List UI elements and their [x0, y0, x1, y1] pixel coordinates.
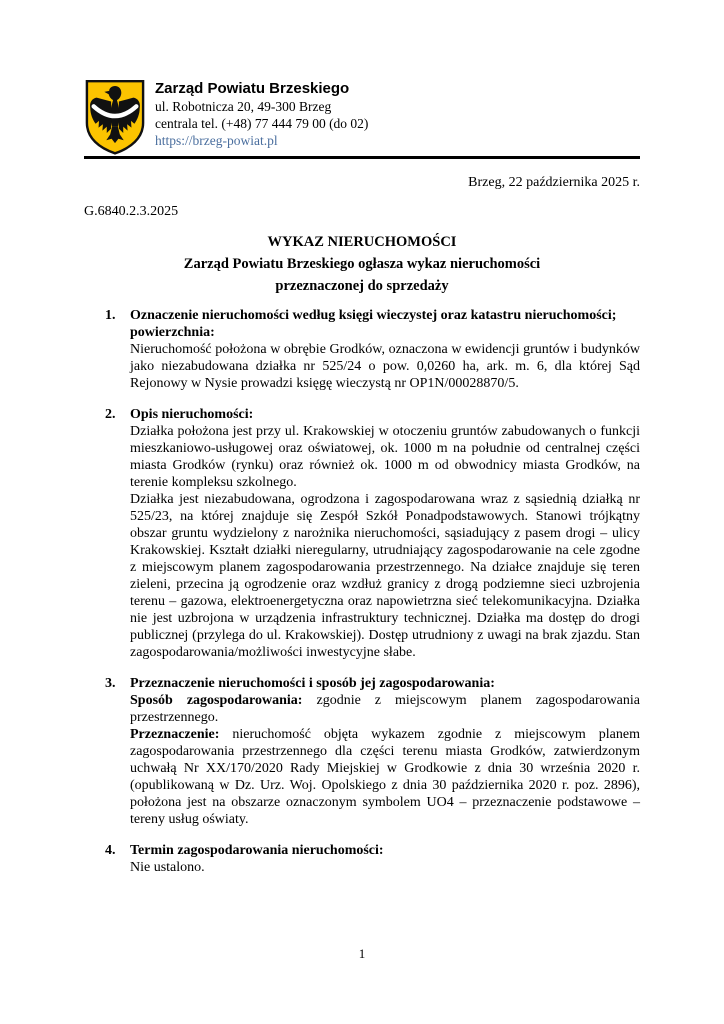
- item-number: 4.: [105, 843, 116, 858]
- property-list: [84, 307, 640, 876]
- item-number: 3.: [105, 676, 116, 691]
- org-phone: centrala tel. (+48) 77 444 79 00 (do 02): [155, 116, 369, 131]
- page-number: 1: [358, 946, 366, 961]
- list-item-1: [84, 307, 640, 392]
- reference-number: G.6840.2.3.2025: [84, 204, 179, 219]
- title-line-3: przeznaczonej do sprzedaży: [275, 278, 449, 294]
- item-number: 1.: [105, 308, 116, 323]
- paragraph-text: nieruchomość objęta wykazem zgodnie z miejscowym planem zagospodarowania przestrzennego dla części terenu miasta Grodków, zatwierdzonym uchwałą Nr XX/170/2020 Rady Miejskiej w Grodkowie z dnia 30 września 2020 r. (opublikowaną w Dz. Urz. Woj. Opolskiego z dnia 30 października 2020 r. poz. 2896), położona jest na obszarze oznaczonym symbolem UO4 – przeznaczenie podstawowe – tereny usług oświaty.: [130, 727, 640, 827]
- item-content: [130, 406, 640, 661]
- paragraph-text: Nieruchomość położona w obrębie Grodków, oznaczona w ewidencji gruntów i budynków jako niezabudowana działka nr 525/24 o pow. 0,0260 ha, ark. m. 6, dla której Sąd Rejonowy w Nysie prowadzi księgę wieczystą nr OP1N/00028870/5.: [130, 342, 640, 391]
- item-heading: Termin zagospodarowania nieruchomości:: [130, 843, 384, 858]
- coat-of-arms-icon: [84, 78, 146, 156]
- item-heading: Opis nieruchomości:: [130, 407, 254, 422]
- date-line: Brzeg, 22 października 2025 r.: [468, 175, 640, 190]
- org-address: ul. Robotnicza 20, 49-300 Brzeg: [155, 99, 332, 114]
- item-paragraph: [130, 726, 640, 828]
- item-content: [130, 675, 640, 828]
- item-paragraph: [130, 692, 640, 726]
- paragraph-text: zgodnie z miejscowym planem zagospodarowania przestrzennego.: [130, 693, 640, 725]
- title-line-1: WYKAZ NIERUCHOMOŚCI: [267, 234, 457, 250]
- item-heading: Przeznaczenie nieruchomości i sposób jej zagospodarowania:: [130, 676, 495, 691]
- title-line-2: Zarząd Powiatu Brzeskiego ogłasza wykaz nieruchomości: [183, 256, 541, 272]
- item-heading: Oznaczenie nieruchomości według księgi wieczystej oraz katastru nieruchomości; powierzchnia:: [130, 308, 617, 340]
- item-paragraph: [130, 341, 640, 392]
- paragraph-label: Sposób zagospodarowania:: [130, 693, 303, 708]
- page-footer: [0, 946, 724, 962]
- letterhead: [84, 0, 640, 156]
- item-paragraph: [130, 491, 640, 661]
- item-content: [130, 307, 640, 392]
- header-divider: [84, 156, 640, 159]
- item-number: 2.: [105, 407, 116, 422]
- item-paragraph: [130, 423, 640, 491]
- list-item-2: [84, 406, 640, 661]
- paragraph-text: Działka położona jest przy ul. Krakowskiej w otoczeniu gruntów zabudowanych o funkcji mieszkaniowo-usługowej oraz oświatowej, ok. 1000 m na południe od centralnej części miasta Grodków (rynku) oraz również ok. 1000 m od obwodnicy miasta Grodków, na terenie kompleksu szkolnego.: [130, 424, 640, 490]
- org-name: Zarząd Powiatu Brzeskiego: [155, 80, 350, 97]
- item-content: [130, 842, 640, 876]
- list-item-3: [84, 675, 640, 828]
- paragraph-label: Przeznaczenie:: [130, 727, 220, 742]
- document-title: [84, 231, 640, 297]
- paragraph-text: Nie ustalono.: [130, 860, 205, 875]
- list-item-4: [84, 842, 640, 876]
- paragraph-text: Działka jest niezabudowana, ogrodzona i zagospodarowana wraz z sąsiednią działką nr 525/23, na której znajduje się Zespół Szkół Ponadpodstawowych. Stanowi trójkątny obszar gruntu wydzielony z narożnika nieruchomości, sąsiadujący z pasem drogi – ulicy Krakowskiej. Kształt działki nieregularny, utrudniający zagospodarowanie na cele zgodne z miejscowym planem zagospodarowania przestrzennego. Na działce znajduje się teren zieleni, przecina ją ogrodzenie oraz wzdłuż granicy z drogą podziemne sieci uzbrojenia terenu – gazowa, elektroenergetyczna oraz napowietrzna sieć telekomunikacyjna. Działka nie jest uzbrojona w urządzenia infrastruktury technicznej. Działka ma dostęp do drogi publicznej (przylega do ul. Krakowskiej). Dostęp utrudniony z uwagi na brak zjazdu. Stan zagospodarowania/możliwości inwestycyjne słabe.: [130, 492, 640, 660]
- letterhead-text: [155, 78, 368, 150]
- website-link[interactable]: https://brzeg-powiat.pl: [155, 133, 278, 148]
- item-paragraph: [130, 859, 640, 876]
